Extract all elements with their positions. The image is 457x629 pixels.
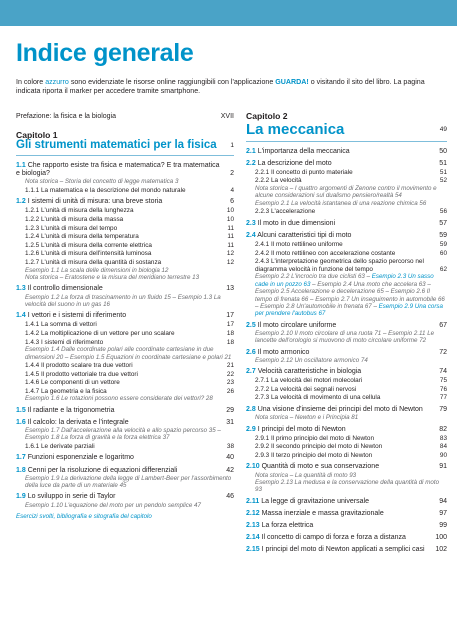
subsection-page: 23 <box>226 379 234 387</box>
section-page: 42 <box>226 466 234 474</box>
note-text: Esempio 1.6 Le rotazioni possono essere considerate dei vettori? 28 <box>25 395 213 403</box>
toc-note[interactable] <box>246 185 447 200</box>
section-number: 1.9 <box>16 493 26 501</box>
note-text: Nota storica – Eratostene e la misura del meridiano terrestre 13 <box>25 274 200 282</box>
chapter-1-entries <box>16 162 234 509</box>
note-text: Esempio 2.2 L'incrocio tra due ciclisti 63 – <box>255 273 372 281</box>
subsection-title: 1.2.5 L'unità di misura della corrente elettrica <box>25 241 152 249</box>
section-text: Funzioni esponenziale e logaritmo <box>27 454 134 462</box>
toc-subsection[interactable] <box>16 379 234 387</box>
section-page: 82 <box>439 425 447 433</box>
section-page: 13 <box>226 285 234 293</box>
toc-subsection[interactable] <box>246 394 447 402</box>
toc-section[interactable] <box>246 522 447 530</box>
section-page: 31 <box>226 418 234 426</box>
section-title <box>246 220 439 228</box>
section-page: 94 <box>439 497 447 505</box>
subsection-title: 1.4.1 La somma di vettori <box>25 321 97 329</box>
subsection-title: 1.4.7 La geometria e la fisica <box>25 387 107 395</box>
subsection-page: 83 <box>439 434 447 442</box>
subsection-title: 1.4.4 Il prodotto scalare tra due vettori <box>25 362 133 370</box>
note-text: Nota storica – La quantità di moto 93 <box>255 471 357 479</box>
section-page: 50 <box>439 147 447 155</box>
subsection-title: 1.2.3 L'unità di misura del tempo <box>25 224 118 232</box>
section-number: 1.5 <box>16 406 26 414</box>
toc-note[interactable] <box>16 267 234 274</box>
note-text: Esempio 2.13 La medusa e la conservazione della quantità di moto 93 <box>255 478 440 494</box>
subsection-page: 77 <box>439 394 447 402</box>
section-title <box>246 546 435 554</box>
section-text: La forza elettrica <box>261 521 314 529</box>
toc-note[interactable] <box>246 200 447 207</box>
section-title <box>16 198 230 206</box>
toc-subsection[interactable] <box>246 208 447 216</box>
section-page: 29 <box>226 406 234 414</box>
toc-subsection[interactable] <box>16 207 234 215</box>
toc-subsection[interactable] <box>16 443 234 451</box>
subsection-page: 22 <box>226 370 234 378</box>
subsection-page: 51 <box>439 168 447 176</box>
toc-subsection[interactable] <box>16 321 234 329</box>
toc-section[interactable] <box>246 368 447 376</box>
section-text: La descrizione del moto <box>257 159 332 167</box>
toc-subsection[interactable] <box>246 169 447 177</box>
section-text: L'importanza della meccanica <box>257 147 350 155</box>
section-title <box>246 463 439 471</box>
section-number: 2.5 <box>246 321 256 329</box>
subsection-title: 2.7.2 La velocità dei segnali nervosi <box>255 385 357 393</box>
subsection-title: 1.2.4 L'unità di misura della temperatura <box>25 233 139 241</box>
preface-entry[interactable] <box>16 113 234 121</box>
section-page: 6 <box>230 198 234 206</box>
toc-section[interactable] <box>246 498 447 506</box>
toc-section[interactable] <box>16 285 234 293</box>
toc-section[interactable] <box>246 406 447 414</box>
section-number: 2.2 <box>246 159 256 167</box>
toc-section[interactable] <box>16 419 234 427</box>
section-title <box>246 498 439 506</box>
section-text: Cenni per la risoluzione di equazioni differenziali <box>27 466 178 474</box>
toc-note[interactable] <box>16 502 234 509</box>
toc-section[interactable] <box>246 322 447 330</box>
note-text: – Esempio 2.4 Una moto che accelera 63 – Esempio 2.5 Accelerazione e decelerazione 65 – Esempio 2.6 Il tempo di frenata 66 – Esempio 2.7 Un inseguimento in automobile 66 – Esempio 2.8 Un'automobile in frenata 67 – <box>255 280 445 310</box>
note-text: Esempio 1.2 La forza di trascinamento in un fluido 15 – Esempio 1.3 La velocità del suono in un gas 16 <box>25 293 221 308</box>
intro-text-2: sono evidenziate le risorse online raggiungibili con l'applicazione <box>68 78 276 86</box>
subsection-page: 56 <box>439 208 447 216</box>
toc-note[interactable] <box>246 479 447 494</box>
toc-note[interactable] <box>246 357 447 364</box>
section-page: 67 <box>439 321 447 329</box>
right-column <box>246 113 447 554</box>
note-text: Nota storica – Newton e i Principia 81 <box>255 414 359 422</box>
note-text: Esempio 2.1 La velocità istantanea di una reazione chimica 56 <box>255 199 427 207</box>
chapter-1-divider <box>16 155 234 156</box>
subsection-title: 1.2.2 L'unità di misura della massa <box>25 216 124 224</box>
section-page: 2 <box>230 170 234 178</box>
section-text: Massa inerziale e massa gravitazionale <box>261 509 384 517</box>
toc-section[interactable] <box>246 160 447 168</box>
toc-subsection[interactable] <box>16 371 234 379</box>
section-title <box>16 454 226 462</box>
chapter-1-footer[interactable]: Esercizi svolti, bibliografia e sitografia del capitolo <box>16 512 152 520</box>
toc-note[interactable] <box>246 414 447 421</box>
toc-subsection[interactable] <box>16 216 234 224</box>
subsection-page: 52 <box>439 177 447 185</box>
section-page: 17 <box>226 312 234 320</box>
note-text: Esempio 1.7 Dall'accelerazione alla velocità e allo spazio percorso 35 – Esempio 1.8 La forza di gravità e la forza elettrica 37 <box>25 427 221 442</box>
toc-note[interactable] <box>16 274 234 281</box>
subsection-title: 1.2.7 L'unità di misura della quantità di sostanza <box>25 259 162 267</box>
section-number: 1.8 <box>16 466 26 474</box>
subsection-title: 2.4.3 L'interpretazione geometrica dello spazio percorso nel diagramma velocità in funzione del tempo <box>255 258 424 273</box>
toc-subsection[interactable] <box>16 242 234 250</box>
section-text: I sistemi di unità di misura: una breve storia <box>27 198 163 206</box>
toc-note[interactable] <box>16 346 234 361</box>
toc-section[interactable] <box>16 467 234 475</box>
section-page: 97 <box>439 509 447 517</box>
section-page: 72 <box>439 348 447 356</box>
section-title <box>246 160 439 168</box>
toc-subsection[interactable] <box>246 241 447 249</box>
subsection-page: 12 <box>226 250 234 258</box>
intro-guarda: GUARDA! <box>275 78 309 86</box>
subsection-title: 2.2.3 L'accelerazione <box>255 208 316 216</box>
section-page: 100 <box>435 534 447 542</box>
subsection-title: 2.2.2 La velocità <box>255 177 302 185</box>
subsection-page: 11 <box>227 224 234 232</box>
intro-text-3: o visitando il sito del libro. La pagina indicata riporta il marker per accedere tramite smartphone. <box>16 78 425 96</box>
subsection-page: 11 <box>227 233 234 241</box>
section-page: 59 <box>439 231 447 239</box>
section-page: 51 <box>439 159 447 167</box>
toc-section[interactable] <box>16 454 234 462</box>
subsection-page: 59 <box>439 240 447 248</box>
chapter-2-entries <box>246 148 447 555</box>
subsection-title: 1.4.5 Il prodotto vettoriale tra due vettori <box>25 370 138 378</box>
section-page: 57 <box>439 219 447 227</box>
section-page: 40 <box>226 454 234 462</box>
subsection-title: 2.4.2 Il moto rettilineo con accelerazione costante <box>255 249 396 257</box>
subsection-page: 84 <box>439 443 447 451</box>
chapter-2-divider <box>246 141 447 142</box>
toc-subsection[interactable] <box>16 339 234 347</box>
section-title <box>246 322 439 330</box>
section-text: Una visione d'insieme dei principi del moto di Newton <box>257 406 423 414</box>
note-text: Esempio 1.10 L'equazione del moto per un pendolo semplice 47 <box>25 501 201 509</box>
section-text: I vettori e i sistemi di riferimento <box>27 312 127 320</box>
toc-section[interactable] <box>246 546 447 554</box>
toc-subsection[interactable] <box>246 377 447 385</box>
preface-label: Prefazione: la fisica e la biologia <box>16 113 117 120</box>
section-text: La legge di gravitazione universale <box>261 497 369 505</box>
section-number: 2.1 <box>246 147 256 155</box>
toc-subsection[interactable] <box>16 388 234 396</box>
chapter-2-label: Capitolo 2 <box>246 111 288 121</box>
subsection-page: 18 <box>226 330 234 338</box>
subsection-title: 1.2.1 L'unità di misura della lunghezza <box>25 207 134 215</box>
left-column <box>16 113 234 521</box>
toc-section[interactable] <box>246 148 447 156</box>
toc-note[interactable] <box>16 427 234 442</box>
subsection-page: 38 <box>226 442 234 450</box>
chapter-1-page: 1 <box>230 142 234 150</box>
toc-section[interactable] <box>246 349 447 357</box>
subsection-page: 10 <box>226 216 234 224</box>
section-title <box>16 312 226 320</box>
note-online-resource[interactable]: Esempio 2.3 Un sasso cade in un pozzo 63 <box>255 273 434 288</box>
subsection-page: 17 <box>226 321 234 329</box>
intro-azzurro: azzurro <box>45 78 69 86</box>
subsection-page: 21 <box>226 362 234 370</box>
toc-note[interactable] <box>246 472 447 479</box>
section-text: Velocità caratteristiche in biologia <box>257 368 362 376</box>
toc-section[interactable] <box>16 198 234 206</box>
toc-subsection[interactable] <box>246 250 447 258</box>
toc-subsection[interactable] <box>16 330 234 338</box>
subsection-page: 12 <box>226 259 234 267</box>
subsection-page: 76 <box>439 385 447 393</box>
section-page: 46 <box>226 493 234 501</box>
preface-page: XVII <box>220 113 234 120</box>
toc-subsection[interactable] <box>246 177 447 185</box>
section-number: 2.10 <box>246 463 260 471</box>
section-title <box>16 493 226 501</box>
chapter-1-title-row[interactable] <box>16 139 234 152</box>
section-title <box>16 467 226 475</box>
toc-subsection[interactable] <box>246 435 447 443</box>
section-title <box>16 285 226 293</box>
section-text: Lo sviluppo in serie di Taylor <box>27 493 116 501</box>
subsection-page: 4 <box>230 186 234 194</box>
section-text: Alcuni caratteristici tipi di moto <box>257 231 352 239</box>
chapter-1-label: Capitolo 1 <box>16 129 58 140</box>
subsection-page: 26 <box>226 387 234 395</box>
section-text: I principi del moto di Newton <box>257 425 346 433</box>
section-text: Il moto armonico <box>257 348 310 356</box>
subsection-page: 75 <box>439 377 447 385</box>
chapter-1-title: Gli strumenti matematici per la fisica <box>16 139 217 152</box>
intro-paragraph <box>16 78 444 96</box>
section-page: 102 <box>435 546 447 554</box>
section-title <box>246 510 439 518</box>
page-title: Indice generale <box>16 39 194 67</box>
section-number: 2.11 <box>246 497 260 505</box>
section-text: Il radiante e la trigonometria <box>27 406 115 414</box>
chapter-2-title: La meccanica <box>246 120 345 138</box>
note-text: Nota storica – Storia del concetto di legge matematica 3 <box>25 178 179 186</box>
toc-section[interactable] <box>246 232 447 240</box>
section-page: 79 <box>439 406 447 414</box>
section-number: 2.6 <box>246 348 256 356</box>
note-text: Esempio 2.12 Un oscillatore armonico 74 <box>255 356 368 364</box>
toc-section[interactable] <box>16 493 234 501</box>
section-number: 2.12 <box>246 509 260 517</box>
section-title <box>246 148 439 156</box>
subsection-page: 10 <box>226 207 234 215</box>
section-title <box>16 419 226 427</box>
toc-subsection[interactable] <box>16 259 234 267</box>
section-number: 1.3 <box>16 285 26 293</box>
toc-subsection[interactable] <box>16 250 234 258</box>
subsection-title: 1.2.6 L'unità di misura dell'intensità luminosa <box>25 250 152 258</box>
toc-subsection[interactable] <box>246 443 447 451</box>
subsection-title: 1.4.2 La moltiplicazione di un vettore per uno scalare <box>25 330 175 338</box>
subsection-page: 62 <box>439 265 447 273</box>
section-title <box>246 406 439 414</box>
toc-subsection[interactable] <box>246 386 447 394</box>
section-text: Il calcolo: la derivata e l'integrale <box>27 418 129 426</box>
chapter-2-page: 49 <box>439 125 447 133</box>
section-page: 91 <box>439 463 447 471</box>
section-title <box>246 232 439 240</box>
subsection-title: 2.9.2 Il secondo principio del moto di Newton <box>255 443 383 451</box>
chapter-2-title-row[interactable] <box>246 121 447 138</box>
section-title <box>246 522 439 530</box>
subsection-page: 11 <box>227 241 234 249</box>
toc-subsection[interactable] <box>16 362 234 370</box>
toc-note[interactable] <box>16 294 234 309</box>
section-text: Il moto circolare uniforme <box>257 321 337 329</box>
note-text: Esempio 1.1 La scala delle dimensioni in biologia 12 <box>25 266 169 274</box>
toc-section[interactable] <box>246 510 447 518</box>
toc-section[interactable] <box>246 534 447 542</box>
section-number: 2.8 <box>246 406 256 414</box>
section-number: 2.4 <box>246 231 256 239</box>
section-number: 2.3 <box>246 219 256 227</box>
section-title <box>246 534 435 542</box>
toc-subsection[interactable] <box>246 258 447 273</box>
toc-note[interactable] <box>246 273 447 317</box>
toc-section[interactable] <box>246 426 447 434</box>
intro-text-1: In colore <box>16 78 46 86</box>
section-number: 2.14 <box>246 534 260 542</box>
note-text: Esempio 1.4 Dalle coordinate polari alle coordinate cartesiane in due dimensioni 20 – Esempio 1.5 Equazioni in coordinate cartesiane e polari 21 <box>25 346 232 361</box>
note-text: Nota storica – I quattro argomenti di Zenone contro il movimento e alcune considerazioni sul dualismo pensiero/realtà 54 <box>255 184 437 200</box>
section-text: Quantità di moto e sua conservazione <box>261 463 380 471</box>
section-text: Il controllo dimensionale <box>27 285 103 293</box>
section-title <box>246 426 439 434</box>
section-text: Il moto in due dimensioni <box>257 219 336 227</box>
toc-subsection[interactable] <box>16 233 234 241</box>
section-title <box>246 349 439 357</box>
section-number: 2.7 <box>246 368 256 376</box>
toc-note[interactable] <box>16 475 234 490</box>
subsection-title: 2.7.1 La velocità dei motori molecolari <box>255 377 363 385</box>
note-online-resource[interactable]: Esempio 2.9 Una corsa per prendere l'autobus 67 <box>255 302 443 318</box>
section-number: 1.1 <box>16 162 26 170</box>
section-title <box>16 407 226 415</box>
toc-subsection[interactable] <box>16 187 234 195</box>
subsection-page: 60 <box>439 249 447 257</box>
section-number: 1.4 <box>16 312 26 320</box>
section-number: 2.13 <box>246 521 260 529</box>
section-page: 99 <box>439 521 447 529</box>
subsection-title: 2.9.1 Il primo principio del moto di Newton <box>255 434 374 442</box>
subsection-title: 2.9.3 Il terzo principio del moto di Newton <box>255 451 373 459</box>
note-text: Esempio 2.10 Il moto circolare di una ruota 71 – Esempio 2.11 Le lancette dell'orologio si muovono di moto circolare uniforme 72 <box>255 329 435 345</box>
subsection-title: 1.4.3 I sistemi di riferimento <box>25 338 104 346</box>
subsection-title: 2.4.1 Il moto rettilineo uniforme <box>255 240 343 248</box>
subsection-title: 2.2.1 Il concetto di punto materiale <box>255 168 353 176</box>
subsection-page: 90 <box>439 451 447 459</box>
note-text: Esempio 1.9 La derivazione della legge di Lambert-Beer per l'assorbimento della luce da parte di un materiale 45 <box>25 474 232 489</box>
section-text: Il concetto di campo di forza e forza a distanza <box>261 534 406 542</box>
section-number: 2.9 <box>246 425 256 433</box>
toc-section[interactable] <box>16 312 234 320</box>
toc-section[interactable] <box>246 220 447 228</box>
subsection-title: 1.6.1 Le derivate parziali <box>25 442 95 450</box>
section-number: 1.6 <box>16 418 26 426</box>
section-text: Che rapporto esiste tra fisica e matematica? E tra matematica e biologia? <box>16 162 220 178</box>
toc-subsection[interactable] <box>246 452 447 460</box>
section-title <box>246 368 439 376</box>
section-number: 2.15 <box>246 546 260 554</box>
section-number: 1.7 <box>16 454 26 462</box>
subsection-title: 1.1.1 La matematica e la descrizione del mondo naturale <box>25 186 186 194</box>
section-page: 74 <box>439 368 447 376</box>
toc-subsection[interactable] <box>16 225 234 233</box>
toc-section[interactable] <box>246 463 447 471</box>
toc-section[interactable] <box>16 162 234 178</box>
toc-note[interactable] <box>16 178 234 185</box>
subsection-title: 1.4.6 Le componenti di un vettore <box>25 379 120 387</box>
section-number: 1.2 <box>16 198 26 206</box>
section-title <box>16 162 230 178</box>
section-text: I principi del moto di Newton applicati a semplici casi <box>261 546 425 554</box>
subsection-title: 2.7.3 La velocità di movimento di una cellula <box>255 394 381 402</box>
toc-note[interactable] <box>16 395 234 402</box>
subsection-page: 18 <box>226 338 234 346</box>
toc-note[interactable] <box>246 330 447 345</box>
toc-section[interactable] <box>16 407 234 415</box>
top-color-bar <box>0 0 457 26</box>
